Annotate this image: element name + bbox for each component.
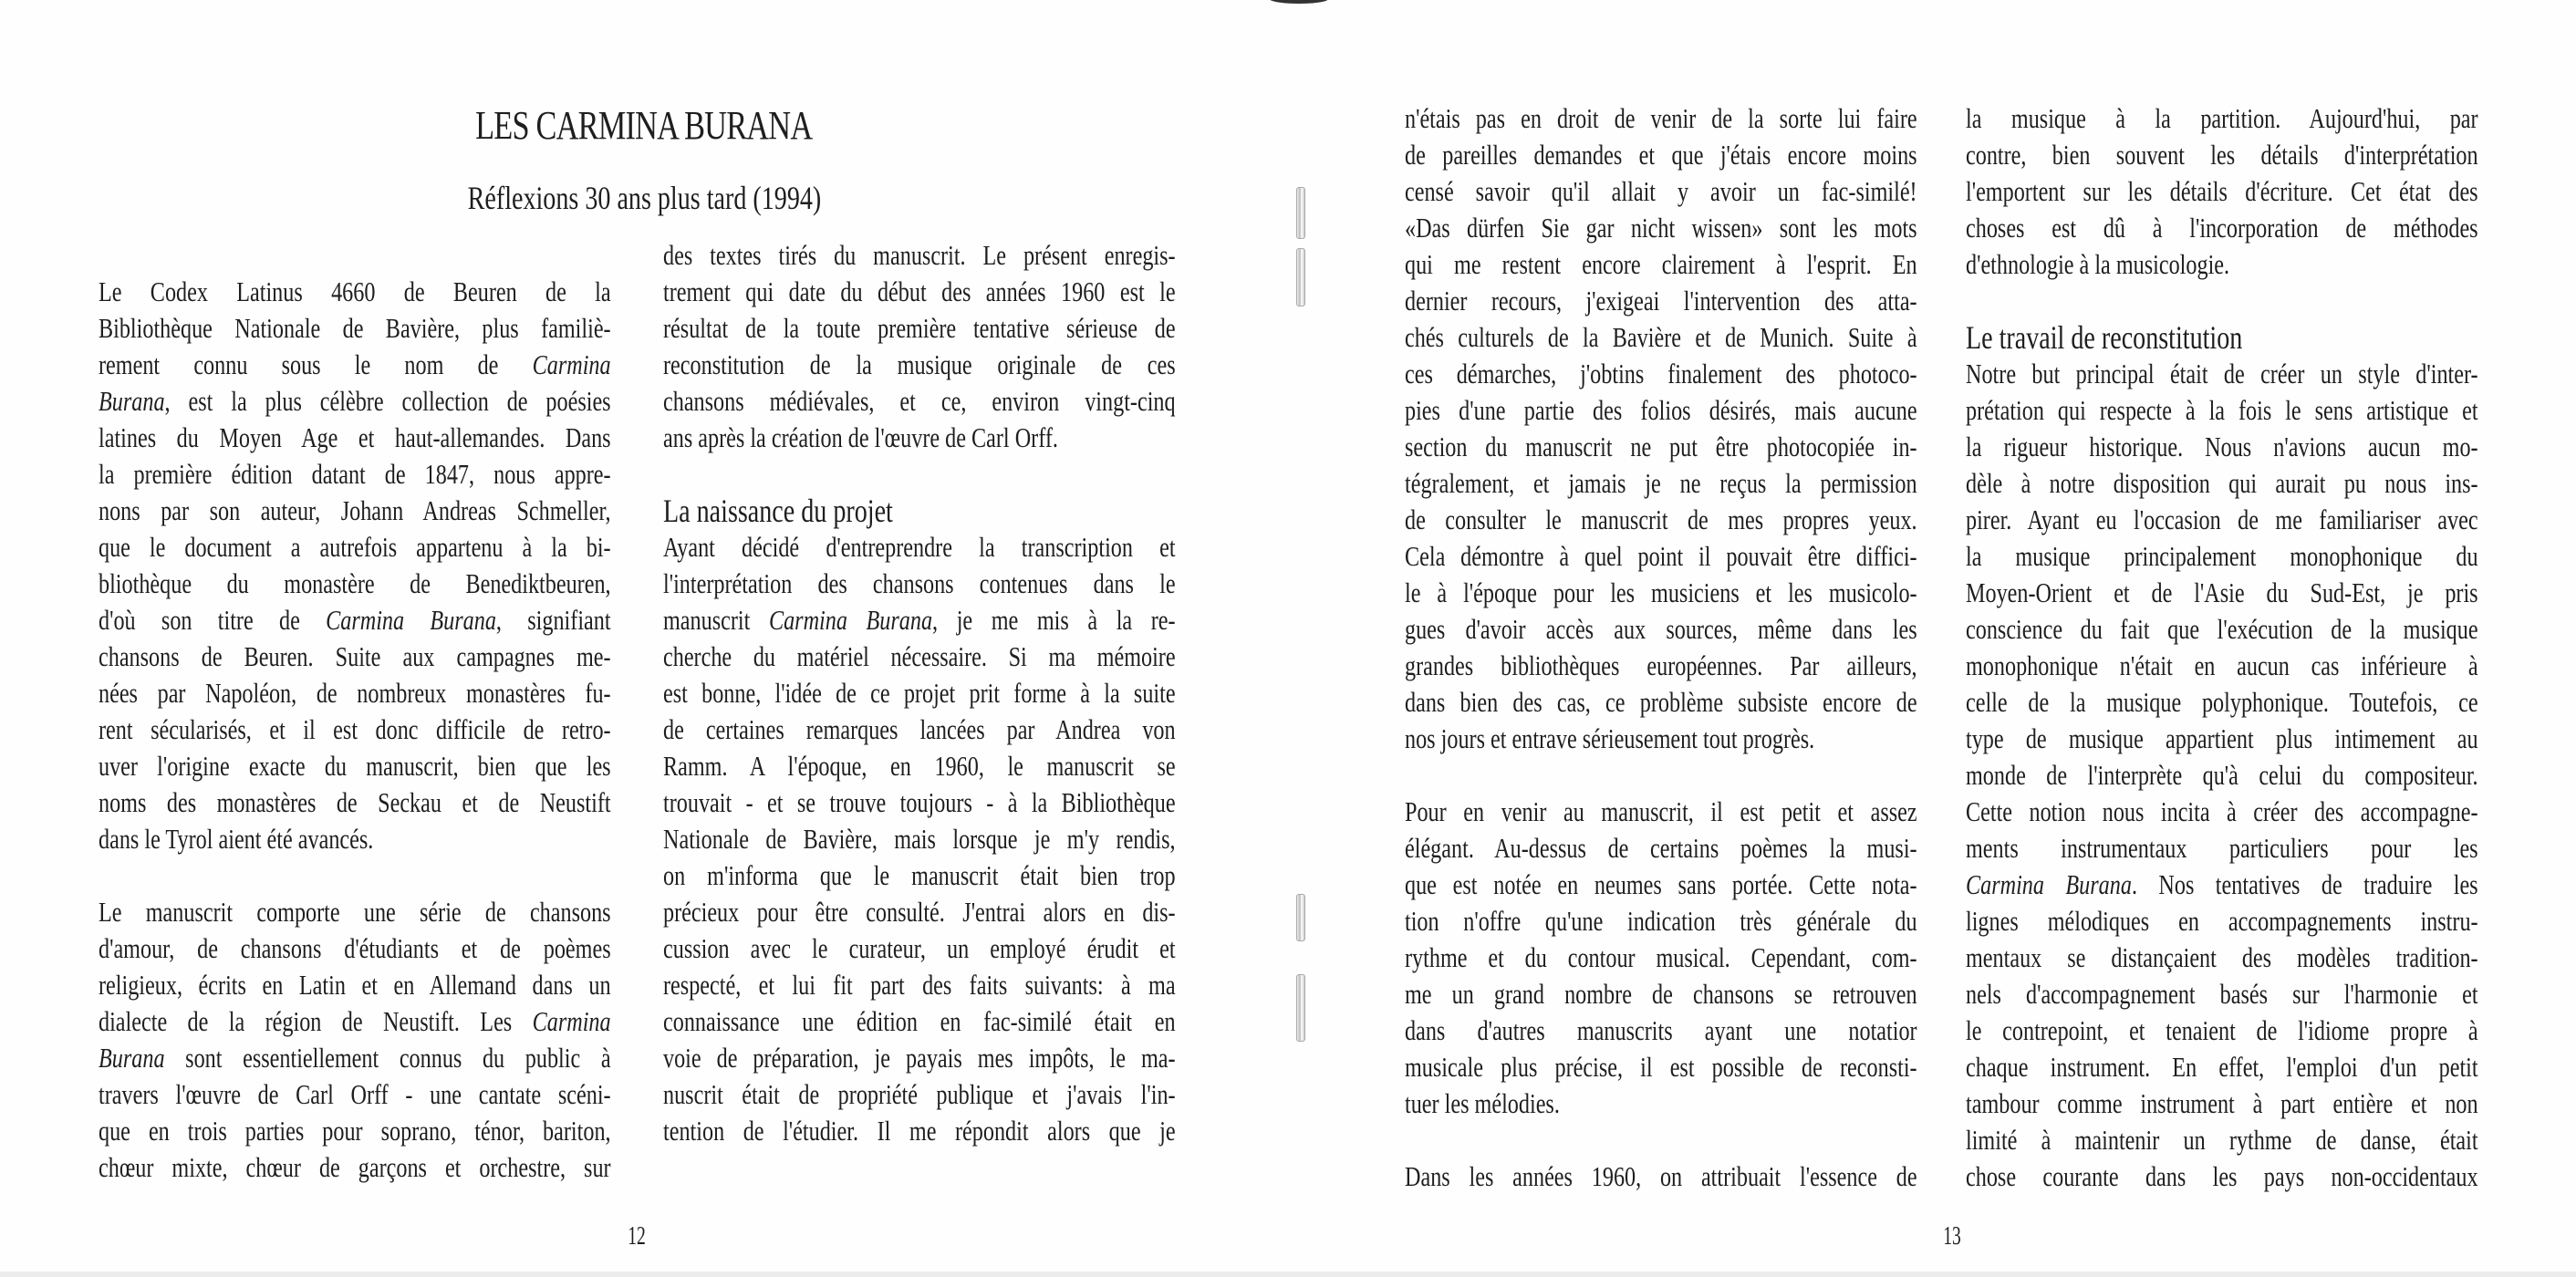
text-line: tion n'offre qu'une indication très générale du: [1405, 905, 1917, 937]
document-subtitle: [0, 179, 1288, 217]
text-line: Le manuscrit comporte une série de chansons: [99, 896, 611, 928]
text-line: chansons de Beuren. Suite aux campagnes me-: [99, 640, 611, 672]
staple-icon: [1296, 187, 1305, 239]
paragraph: [663, 529, 1176, 1149]
text-line: le contrepoint, et tenaient de l'idiome propre à: [1966, 1014, 2478, 1046]
text-line: tégralement, et jamais je ne reçus la permission: [1405, 467, 1917, 499]
staple-icon: [1296, 894, 1305, 941]
section-heading: La naissance du projet: [663, 493, 893, 529]
text-line: Notre but principal était de créer un style d'inter-: [1966, 358, 2478, 389]
text-line: d'ethnologie à la musicologie.: [1966, 248, 2230, 280]
text-line: type de musique appartient plus intimement au: [1966, 722, 2478, 754]
text-line: rement connu sous le nom de Carmina: [99, 348, 611, 380]
text-line: la première édition datant de 1847, nous appre-: [99, 458, 611, 490]
text-line: Ramm. A l'époque, en 1960, le manuscrit se: [663, 750, 1176, 782]
text-line: limité à maintenir un rythme de danse, était: [1966, 1124, 2478, 1156]
text-line: travers l'œuvre de Carl Orff - une cantate scéni-: [99, 1078, 611, 1110]
text-line: pirer. Ayant eu l'occasion de me familiariser avec: [1966, 504, 2478, 535]
text-line: contre, bien souvent les détails d'interprétation: [1966, 139, 2478, 171]
italic-title: Carmina: [532, 348, 611, 380]
title-text: LES CARMINA BURANA: [475, 103, 813, 148]
text-line: que est notée en neumes sans portée. Cette nota-: [1405, 868, 1917, 900]
text-line: que en trois parties pour soprano, ténor, bariton,: [99, 1115, 611, 1147]
text-line: de pareilles demandes et que j'étais encore moins: [1405, 139, 1917, 171]
text-line: grandes bibliothèques européennes. Par ailleurs,: [1405, 649, 1917, 681]
text-line: trouvait - et se trouve toujours - à la Bibliothèque: [663, 786, 1176, 818]
page-number-left: [624, 1222, 649, 1251]
italic-title: Carmina Burana: [1966, 868, 2132, 900]
text-column-1: [99, 274, 611, 1186]
text-line: des textes tirés du manuscrit. Le présent enregis-: [663, 239, 1176, 271]
text-line: musicale plus précise, il est possible de reconsti-: [1405, 1051, 1917, 1083]
text-line: cherche du matériel nécessaire. Si ma mémoire: [663, 640, 1176, 672]
text-line: rythme et du contour musical. Cependant, com-: [1405, 941, 1917, 973]
text-line: chansons médiévales, et ce, environ vingt-cinq: [663, 385, 1176, 417]
text-line: qui me restent encore clairement à l'esprit. En: [1405, 248, 1917, 280]
text-line: ans après la création de l'œuvre de Carl Orff.: [663, 421, 1058, 453]
text-line: n'étais pas en droit de venir de la sorte lui faire: [1405, 102, 1917, 134]
text-line: conscience du fait que l'exécution de la musique: [1966, 613, 2478, 645]
text-line: reconstitution de la musique originale de ces: [663, 348, 1176, 380]
text-line: l'emportent sur les détails d'écriture. Cet état des: [1966, 175, 2478, 207]
document-title: [0, 102, 1288, 149]
text-line: est bonne, l'idée de ce projet prit forme à la suite: [663, 677, 1176, 709]
paragraph: [1966, 100, 2478, 283]
text-line: celle de la musique polyphonique. Toutefois, ce: [1966, 686, 2478, 718]
text-line: d'où son titre de Carmina Burana, signifiant: [99, 604, 611, 636]
text-line: Dans les années 1960, on attribuait l'essence de: [1405, 1160, 1917, 1192]
text-line: l'interprétation des chansons contenues dans le: [663, 567, 1176, 599]
italic-title: Carmina Burana: [768, 604, 933, 636]
text-line: dans d'autres manuscrits ayant une notatior: [1405, 1014, 1917, 1046]
text-line: uver l'origine exacte du manuscrit, bien que les: [99, 750, 611, 782]
text-line: nuscrit était de propriété publique et j'avais l'in-: [663, 1078, 1176, 1110]
text-line: chaque instrument. En effet, l'emploi d'un petit: [1966, 1051, 2478, 1083]
text-line: Cette notion nous incita à créer des accompagne-: [1966, 795, 2478, 827]
italic-title: Carmina: [532, 1005, 611, 1037]
italic-title: Burana: [99, 385, 165, 417]
paragraph: [1405, 100, 1917, 757]
text-line: on m'informa que le manuscrit était bien trop: [663, 859, 1176, 891]
text-line: d'amour, de chansons d'étudiants et de poèmes: [99, 932, 611, 964]
text-line: noms des monastères de Seckau et de Neustift: [99, 786, 611, 818]
paragraph: [1405, 794, 1917, 1122]
text-line: Nationale de Bavière, mais lorsque je m'y rendis,: [663, 823, 1176, 855]
text-line: Burana, est la plus célèbre collection de poésies: [99, 385, 611, 417]
text-line: trement qui date du début des années 1960 est le: [663, 275, 1176, 307]
text-line: Carmina Burana. Nos tentatives de traduire les: [1966, 868, 2478, 900]
text-line: latines du Moyen Age et haut-allemandes. Dans: [99, 421, 611, 453]
staple-icon: [1296, 248, 1305, 306]
page-number-right: [1939, 1222, 1965, 1251]
italic-title: Carmina Burana: [326, 604, 496, 636]
spine-shadow: [1270, 0, 1328, 4]
text-line: tuer les mélodies.: [1405, 1087, 1560, 1119]
text-line: «Das dürfen Sie gar nicht wissen» sont les mots: [1405, 212, 1917, 244]
text-line: dialecte de la région de Neustift. Les Carmina: [99, 1005, 611, 1037]
text-line: dèle à notre disposition qui aurait pu nous ins-: [1966, 467, 2478, 499]
paragraph: [99, 894, 611, 1186]
text-line: section du manuscrit ne put être photocopiée in-: [1405, 431, 1917, 462]
text-line: dans le Tyrol aient été avancés.: [99, 823, 374, 855]
text-line: Moyen-Orient et de l'Asie du Sud-Est, je pris: [1966, 576, 2478, 608]
text-line: ces démarches, j'obtins finalement des photoco-: [1405, 358, 1917, 389]
text-column-3: [1405, 100, 1917, 1195]
text-line: respecté, et lui fit part des faits suivants: à ma: [663, 969, 1176, 1001]
text-line: cussion avec le curateur, un employé érudit et: [663, 932, 1176, 964]
text-line: mentaux se distançaient des modèles tradition-: [1966, 941, 2478, 973]
text-line: précieux pour être consulté. J'entrai alors en dis-: [663, 896, 1176, 928]
text-line: Burana sont essentiellement connus du public à: [99, 1042, 611, 1074]
text-line: dans bien des cas, ce problème subsiste encore de: [1405, 686, 1917, 718]
text-line: chés culturels de la Bavière et de Munich. Suite à: [1405, 321, 1917, 353]
text-line: nos jours et entrave sérieusement tout progrès.: [1405, 722, 1815, 754]
paragraph: [1966, 356, 2478, 1195]
text-line: bliothèque du monastère de Benediktbeuren,: [99, 567, 611, 599]
text-line: rent sécularisés, et il est donc difficile de retro-: [99, 713, 611, 745]
page-number-text: 12: [628, 1222, 646, 1251]
italic-title: Burana: [99, 1042, 165, 1074]
page-number-text: 13: [1943, 1222, 1961, 1251]
text-line: la rigueur historique. Nous n'avions aucun mo-: [1966, 431, 2478, 462]
text-line: lignes mélodiques en accompagnements instru-: [1966, 905, 2478, 937]
text-line: pies d'une partie des folios désirés, mais aucune: [1405, 394, 1917, 426]
text-line: ments instrumentaux particuliers pour les: [1966, 832, 2478, 864]
text-line: manuscrit Carmina Burana, je me mis à la re-: [663, 604, 1176, 636]
text-line: chœur mixte, chœur de garçons et orchestre, sur: [99, 1151, 611, 1183]
text-line: le à l'époque pour les musiciens et les musicolo-: [1405, 576, 1917, 608]
text-line: Bibliothèque Nationale de Bavière, plus familiè-: [99, 312, 611, 344]
text-line: nées par Napoléon, de nombreux monastères fu-: [99, 677, 611, 709]
text-line: élégant. Au-dessus de certains poèmes la musi-: [1405, 832, 1917, 864]
text-line: monophonique n'était en aucun cas inférieure à: [1966, 649, 2478, 681]
text-line: tention de l'étudier. Il me répondit alors que je: [663, 1115, 1176, 1147]
text-line: Cela démontre à quel point il pouvait être diffici-: [1405, 540, 1917, 572]
text-line: dernier recours, j'exigeai l'intervention des atta-: [1405, 285, 1917, 317]
text-line: prétation qui respecte à la fois le sens artistique et: [1966, 394, 2478, 426]
section-heading: Le travail de reconstitution: [1966, 319, 2243, 356]
page-edge: [0, 1272, 2576, 1277]
text-line: censé savoir qu'il allait y avoir un fac-similé!: [1405, 175, 1917, 207]
text-line: choses est dû à l'incorporation de méthodes: [1966, 212, 2478, 244]
paragraph: [99, 274, 611, 857]
text-line: me un grand nombre de chansons se retrouven: [1405, 978, 1917, 1010]
staple-icon: [1296, 974, 1305, 1042]
text-line: la musique principalement monophonique du: [1966, 540, 2478, 572]
text-line: connaissance une édition en fac-similé était en: [663, 1005, 1176, 1037]
text-line: tambour comme instrument à part entière et non: [1966, 1087, 2478, 1119]
text-line: Pour en venir au manuscrit, il est petit et assez: [1405, 795, 1917, 827]
text-line: Ayant décidé d'entreprendre la transcription et: [663, 531, 1176, 563]
paragraph: [663, 237, 1176, 456]
text-line: nels d'accompagnement basés sur l'harmonie et: [1966, 978, 2478, 1010]
text-line: Le Codex Latinus 4660 de Beuren de la: [99, 275, 611, 307]
text-line: chose courante dans les pays non-occidentaux: [1966, 1160, 2478, 1192]
text-line: la musique à la partition. Aujourd'hui, par: [1966, 102, 2478, 134]
text-line: de certaines remarques lancées par Andrea von: [663, 713, 1176, 745]
text-line: monde de l'interprète qu'à celui du compositeur.: [1966, 759, 2478, 791]
text-line: gues d'avoir accès aux sources, même dans les: [1405, 613, 1917, 645]
text-line: de consulter le manuscrit de mes propres yeux.: [1405, 504, 1917, 535]
text-line: religieux, écrits en Latin et en Allemand dans un: [99, 969, 611, 1001]
text-column-4: [1966, 100, 2478, 1195]
subtitle-text: Réflexions 30 ans plus tard (1994): [467, 180, 821, 216]
text-line: voie de préparation, je payais mes impôts, le ma-: [663, 1042, 1176, 1074]
paragraph: [1405, 1158, 1917, 1195]
text-line: résultat de la toute première tentative sérieuse de: [663, 312, 1176, 344]
text-column-2: [663, 237, 1176, 1149]
text-line: nons par son auteur, Johann Andreas Schmeller,: [99, 494, 611, 526]
text-line: que le document a autrefois appartenu à la bi-: [99, 531, 611, 563]
